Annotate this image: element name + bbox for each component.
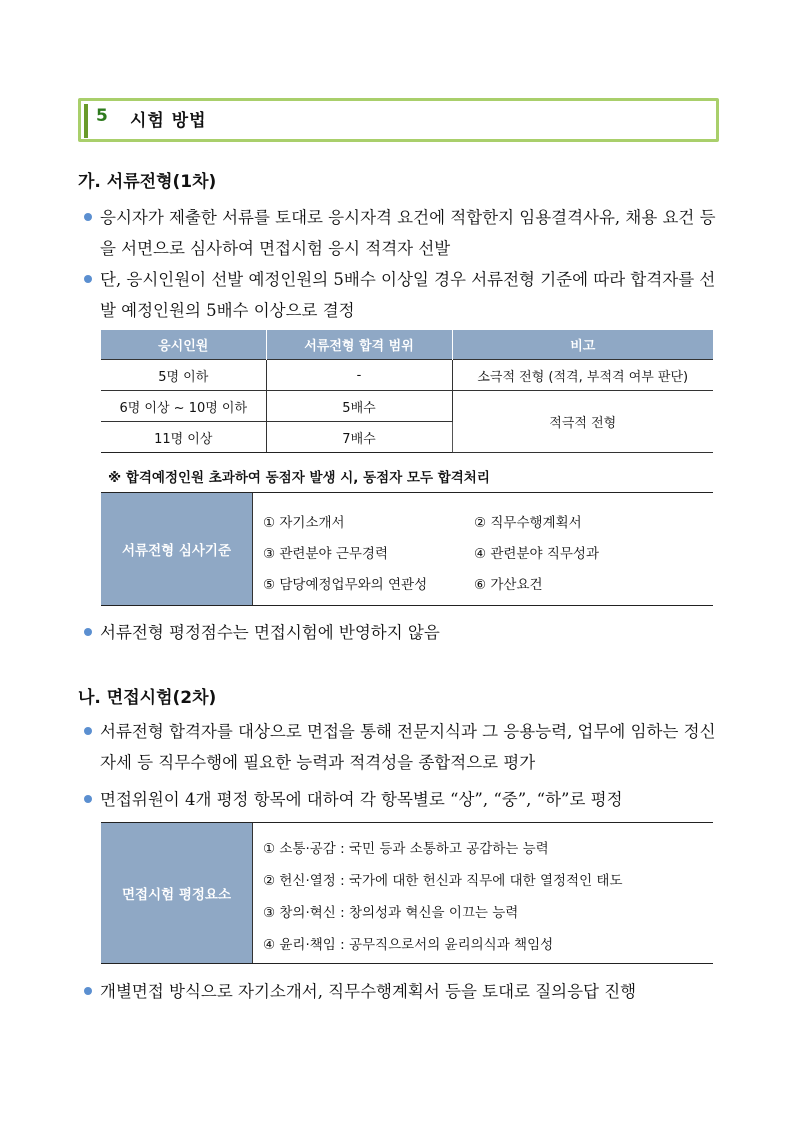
bullet-dot <box>84 213 92 221</box>
table-header: 비고 <box>452 330 713 360</box>
criteria-item: ① 자기소개서 <box>263 515 345 531</box>
criteria-item: ③ 창의·혁신 : 창의성과 혁신을 이끄는 능력 <box>263 905 519 921</box>
table-cell: 6명 이상 ~ 10명 이하 <box>101 391 266 422</box>
section-title: 시험 방법 <box>130 111 207 131</box>
bullet-dot <box>84 987 92 995</box>
tie-note: ※ 합격예정인원 초과하여 동점자 발생 시, 동점자 모두 합격처리 <box>108 470 490 486</box>
criteria-item: ② 직무수행계획서 <box>474 515 582 531</box>
table-row <box>101 391 713 422</box>
screening-range-table <box>101 330 713 453</box>
section-number: 5 <box>96 106 108 126</box>
bullet-text: 응시자가 제출한 서류를 토대로 응시자격 요건에 적합한지 임용결격사유, 채용 요건 등을 서면으로 심사하여 면접시험 응시 적격자 선발 <box>100 208 716 258</box>
table-cell: 적극적 전형 <box>452 391 713 453</box>
table-cell: 7배수 <box>266 422 452 453</box>
part-b-heading: 나. 면접시험(2차) <box>78 688 217 708</box>
criteria-item: ⑤ 담당예정업무와의 연관성 <box>263 577 428 593</box>
bullet-text: 서류전형 평정점수는 면접시험에 반영하지 않음 <box>100 623 440 642</box>
part-a-heading: 가. 서류전형(1차) <box>78 172 217 192</box>
criteria-item: ① 소통·공감 : 국민 등과 소통하고 공감하는 능력 <box>263 841 549 857</box>
criteria-item: ④ 관련분야 직무성과 <box>474 546 600 562</box>
screening-criteria-box <box>101 492 713 606</box>
criteria-item: ⑥ 가산요건 <box>474 577 543 593</box>
bullet-text: 개별면접 방식으로 자기소개서, 직무수행계획서 등을 토대로 질의응답 진행 <box>100 982 637 1001</box>
criteria-label: 면접시험 평정요소 <box>101 823 253 963</box>
table-header-row <box>101 330 713 360</box>
criteria-item: ③ 관련분야 근무경력 <box>263 546 389 562</box>
table-cell: 5명 이하 <box>101 360 266 391</box>
table-header: 서류전형 합격 범위 <box>266 330 452 360</box>
bullet-text: 서류전형 합격자를 대상으로 면접을 통해 전문지식과 그 응용능력, 업무에 임하는 정신자세 등 직무수행에 필요한 능력과 적격성을 종합적으로 평가 <box>100 722 716 772</box>
bullet-dot <box>84 795 92 803</box>
bullet-dot <box>84 727 92 735</box>
table-cell: 11명 이상 <box>101 422 266 453</box>
bullet-text: 단, 응시인원이 선발 예정인원의 5배수 이상일 경우 서류전형 기준에 따라 합격자를 선발 예정인원의 5배수 이상으로 결정 <box>100 270 716 320</box>
criteria-item: ④ 윤리·책임 : 공무직으로서의 윤리의식과 책임성 <box>263 937 554 953</box>
bullet-text: 면접위원이 4개 평정 항목에 대하여 각 항목별로 “상”, “중”, “하”로 평정 <box>100 790 623 809</box>
criteria-item: ② 헌신·열정 : 국가에 대한 헌신과 직무에 대한 열정적인 태도 <box>263 873 623 889</box>
table-cell: 5배수 <box>266 391 452 422</box>
table-row <box>101 360 713 391</box>
interview-criteria-box <box>101 822 713 964</box>
table-header: 응시인원 <box>101 330 266 360</box>
bullet-dot <box>84 275 92 283</box>
bullet-dot <box>84 628 92 636</box>
section-header <box>78 98 719 142</box>
table-cell: 소극적 전형 (적격, 부적격 여부 판단) <box>452 360 713 391</box>
criteria-label: 서류전형 심사기준 <box>101 493 253 605</box>
table-cell: - <box>266 360 452 391</box>
